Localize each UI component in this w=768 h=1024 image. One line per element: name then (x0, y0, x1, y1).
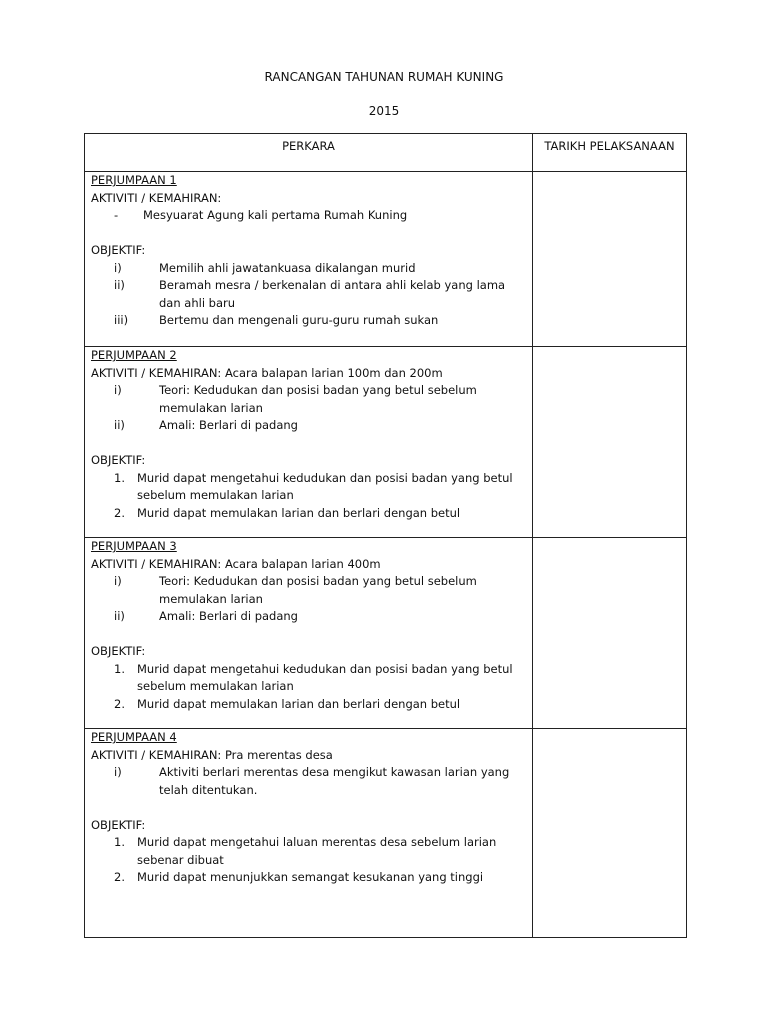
objective-text: Memilih ahli jawatankuasa dikalangan murid (159, 260, 416, 275)
objective-item (91, 696, 526, 714)
meeting-details (85, 729, 533, 938)
objective-label: OBJEKTIF: (91, 644, 146, 658)
header-tarikh: TARIKH PELAKSANAAN (533, 134, 687, 172)
objective-item (91, 277, 526, 312)
objective-text: Murid dapat memulakan larian dan berlari dengan betul (137, 696, 461, 711)
activity-label: AKTIVITI / KEMAHIRAN: Acara balapan larian 100m dan 200m (91, 365, 443, 380)
list-marker: i) (114, 574, 122, 588)
activity-text: Aktiviti berlari merentas desa mengikut kawasan larian yang telah ditentukan. (159, 765, 510, 797)
activity-text: Amali: Berlari di padang (159, 609, 298, 623)
objective-text: Murid dapat memulakan larian dan berlari dengan betul (137, 505, 461, 520)
list-marker: 1. (114, 661, 125, 676)
date-cell[interactable] (533, 172, 687, 347)
list-marker: ii) (114, 609, 125, 623)
list-marker: 1. (114, 470, 125, 485)
date-cell[interactable] (533, 347, 687, 538)
objective-item (91, 834, 526, 869)
date-cell[interactable] (533, 729, 687, 938)
objective-text: Murid dapat menunjukkan semangat kesukanan yang tinggi (137, 870, 484, 884)
objective-item (91, 661, 526, 696)
activity-text: Mesyuarat Agung kali pertama Rumah Kuning (143, 208, 408, 222)
list-marker: iii) (114, 313, 129, 327)
list-marker: i) (114, 383, 122, 397)
meeting-row-4 (85, 729, 687, 938)
activity-label: AKTIVITI / KEMAHIRAN: Acara balapan larian 400m (91, 556, 381, 571)
objective-item (91, 505, 526, 523)
document-year: 2015 (368, 104, 400, 118)
meeting-title: PERJUMPAAN 3 (91, 539, 177, 553)
objective-text: Murid dapat mengetahui kedudukan dan posisi badan yang betul sebelum memulakan larian (137, 470, 513, 502)
meeting-title: PERJUMPAAN 4 (91, 730, 177, 744)
meeting-row-1 (85, 172, 687, 347)
meeting-details (85, 172, 533, 347)
activity-item (91, 608, 526, 626)
objective-text: Murid dapat mengetahui laluan merentas desa sebelum larian sebenar dibuat (137, 835, 497, 867)
list-marker: 2. (114, 505, 125, 520)
objective-label: OBJEKTIF: (91, 817, 146, 832)
objective-item (91, 312, 526, 330)
objective-text: Beramah mesra / berkenalan di antara ahli kelab yang lama dan ahli baru (159, 278, 506, 310)
list-marker: 2. (114, 696, 125, 711)
list-marker: ii) (114, 418, 125, 432)
date-cell[interactable] (533, 538, 687, 729)
activity-label: AKTIVITI / KEMAHIRAN: (91, 190, 222, 205)
activity-text: Teori: Kedudukan dan posisi badan yang betul sebelum memulakan larian (159, 383, 477, 415)
document-title: RANCANGAN TAHUNAN RUMAH KUNING (264, 70, 504, 84)
header-perkara: PERKARA (85, 134, 533, 172)
objective-text: Murid dapat mengetahui kedudukan dan posisi badan yang betul sebelum memulakan larian (137, 661, 513, 693)
objective-text: Bertemu dan mengenali guru-guru rumah sukan (159, 313, 439, 327)
list-marker: ii) (114, 278, 125, 292)
meeting-title: PERJUMPAAN 1 (91, 173, 177, 187)
meeting-row-2 (85, 347, 687, 538)
activity-item (91, 207, 526, 225)
objective-label: OBJEKTIF: (91, 243, 146, 257)
list-marker: i) (114, 260, 122, 275)
activity-text: Amali: Berlari di padang (159, 418, 298, 432)
objective-item (91, 260, 526, 278)
activity-text: Teori: Kedudukan dan posisi badan yang betul sebelum memulakan larian (159, 574, 477, 606)
list-marker: 1. (114, 835, 125, 849)
header-row (85, 134, 687, 172)
objective-item (91, 869, 526, 887)
list-marker: - (114, 208, 119, 222)
activity-item (91, 764, 526, 799)
activity-item (91, 382, 526, 417)
activity-item (91, 573, 526, 608)
meeting-details (85, 538, 533, 729)
objective-item (91, 470, 526, 505)
objective-label: OBJEKTIF: (91, 453, 146, 467)
list-marker: i) (114, 765, 122, 779)
list-marker: 2. (114, 870, 125, 884)
meeting-row-3 (85, 538, 687, 729)
meeting-details (85, 347, 533, 538)
meeting-title: PERJUMPAAN 2 (91, 348, 177, 362)
activity-label: AKTIVITI / KEMAHIRAN: Pra merentas desa (91, 747, 333, 762)
activity-item (91, 417, 526, 435)
plan-table (84, 133, 687, 938)
